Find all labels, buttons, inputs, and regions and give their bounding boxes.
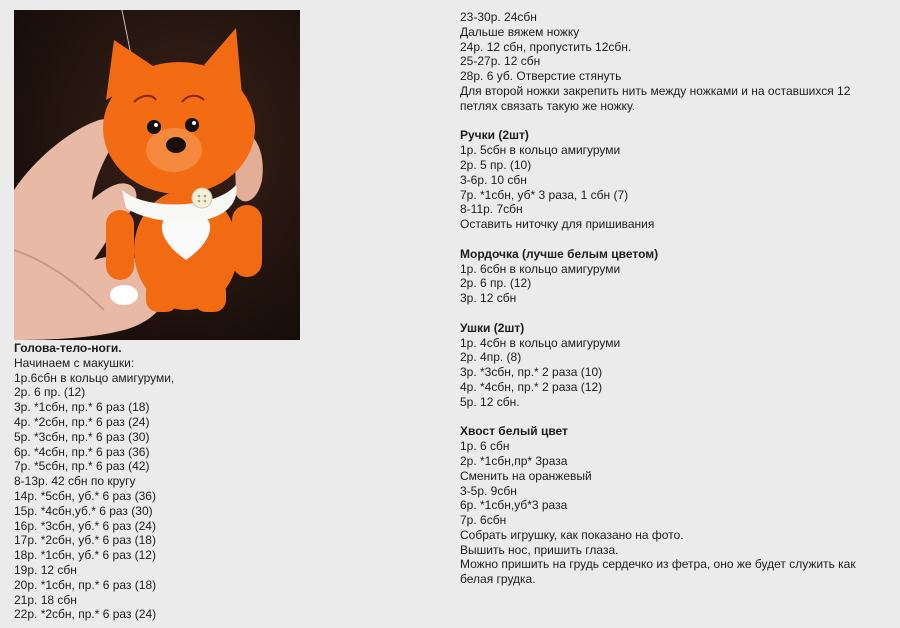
instruction-line: 2р. 4пр. (8) (460, 350, 522, 365)
instruction-line: 21р. 18 сбн (14, 592, 77, 607)
fox-tail (110, 285, 138, 305)
instruction-line: 28р. 6 уб. Отверстие стянуть (460, 69, 622, 84)
instruction-line: 8-11р. 7сбн (460, 202, 523, 217)
fox-nose (166, 137, 186, 153)
instruction-line: 3р. *3сбн, пр.* 2 раза (10) (460, 365, 603, 380)
instruction-list (14, 356, 304, 622)
fox-left-arm (106, 210, 134, 280)
instruction-line: 1р. 4сбн в кольцо амигуруми (460, 335, 621, 350)
instruction-line: 3-6р. 10 сбн (460, 172, 527, 187)
head-body-legs-section (14, 341, 304, 622)
instruction-line: 17р. *2сбн, уб.* 6 раз (18) (14, 533, 156, 548)
instruction-line: 2р. *1сбн,пр* 3раза (460, 453, 568, 468)
instruction-line: 2р. 6 пр. (12) (460, 276, 532, 291)
fox-toy-illustration (14, 10, 300, 340)
fox-right-leg (194, 280, 226, 312)
instruction-list (460, 143, 890, 232)
instruction-list (460, 439, 890, 587)
instruction-line: 15р. *4сбн,уб.* 6 раз (30) (14, 503, 153, 518)
ears-section (460, 321, 890, 410)
instruction-list (460, 336, 890, 410)
instruction-line: Сменить на оранжевый (460, 468, 592, 483)
instruction-line: 25-27р. 12 сбн (460, 54, 541, 69)
fox-head (103, 62, 255, 194)
instruction-line: 6р. *1сбн,уб*3 раза (460, 498, 568, 513)
section-title: Ушки (2шт) (460, 320, 525, 335)
instruction-line: 8-13р. 42 сбн по кругу (14, 474, 136, 489)
instruction-line: 6р. *4сбн, пр.* 6 раз (36) (14, 444, 150, 459)
arms-section (460, 128, 890, 232)
instruction-line: 5р. *3сбн, пр.* 6 раз (30) (14, 429, 150, 444)
instruction-line: 7р. 6сбн (460, 513, 507, 528)
instruction-line: 23-30р. 24сбн (460, 10, 537, 24)
instruction-line: 1р. 6 сбн (460, 439, 510, 454)
fox-left-leg (146, 280, 178, 312)
instruction-line: 3р. *1сбн, пр.* 6 раз (18) (14, 400, 150, 415)
instruction-line: 7р. *5сбн, пр.* 6 раз (42) (14, 459, 150, 474)
instruction-line: 5р. 12 сбн. (460, 394, 520, 409)
fox-right-eye (185, 118, 199, 132)
section-title: Мордочка (лучше белым цветом) (460, 246, 659, 261)
instruction-line: 1р.6сбн в кольцо амигуруми, (14, 370, 175, 385)
section-title: Ручки (2шт) (460, 128, 529, 143)
tail-section (460, 424, 890, 587)
instruction-line: 18р. *1сбн, уб.* 6 раз (12) (14, 548, 156, 563)
instruction-line: 22р. *2сбн, пр.* 6 раз (24) (14, 607, 157, 622)
instruction-line: 20р. *1сбн, пр.* 6 раз (18) (14, 577, 157, 592)
instruction-line: Можно пришить на грудь сердечко из фетра, оно же будет служить как белая грудка. (460, 557, 856, 587)
legs-instructions (460, 10, 890, 114)
instruction-line: 2р. 6 пр. (12) (14, 385, 86, 400)
instruction-line: 14р. *5сбн, уб.* 6 раз (36) (14, 488, 156, 503)
instruction-line: 1р. 6сбн в кольцо амигуруми (460, 261, 621, 276)
instruction-line: 3р. 12 сбн (460, 291, 517, 306)
instruction-line: 19р. 12 сбн (14, 562, 77, 577)
instruction-line: Дальше вяжем ножку (460, 24, 580, 39)
section-title: Голова-тело-ноги. (14, 341, 122, 355)
fox-toy-photo (14, 10, 300, 340)
instruction-line: Оставить ниточку для пришивания (460, 217, 655, 232)
instruction-line: Собрать игрушку, как показано на фото. (460, 527, 684, 542)
instruction-line: 16р. *3сбн, уб.* 6 раз (24) (14, 518, 156, 533)
right-column (460, 10, 890, 587)
instruction-line: Начинаем с макушки: (14, 355, 135, 370)
instruction-line: 7р. *1сбн, уб* 3 раза, 1 сбн (7) (460, 187, 629, 202)
muzzle-section (460, 247, 890, 306)
instruction-line: 2р. 5 пр. (10) (460, 157, 532, 172)
fox-button (192, 188, 212, 208)
instruction-line: 24р. 12 сбн, пропустить 12сбн. (460, 39, 632, 54)
fox-left-eye (147, 120, 161, 134)
instruction-line: Для второй ножки закрепить нить между ножками и на оставшихся 12 петлях связать такую же ножку. (460, 83, 851, 113)
instruction-line: Вышить нос, пришить глаза. (460, 542, 619, 557)
instruction-line: 4р. *4сбн, пр.* 2 раза (12) (460, 379, 603, 394)
instruction-line: 3-5р. 9сбн (460, 483, 517, 498)
instruction-line: 1р. 5сбн в кольцо амигуруми (460, 143, 621, 158)
instruction-line: 4р. *2сбн, пр.* 6 раз (24) (14, 414, 150, 429)
instruction-list (460, 262, 890, 306)
section-title: Хвост белый цвет (460, 424, 568, 439)
